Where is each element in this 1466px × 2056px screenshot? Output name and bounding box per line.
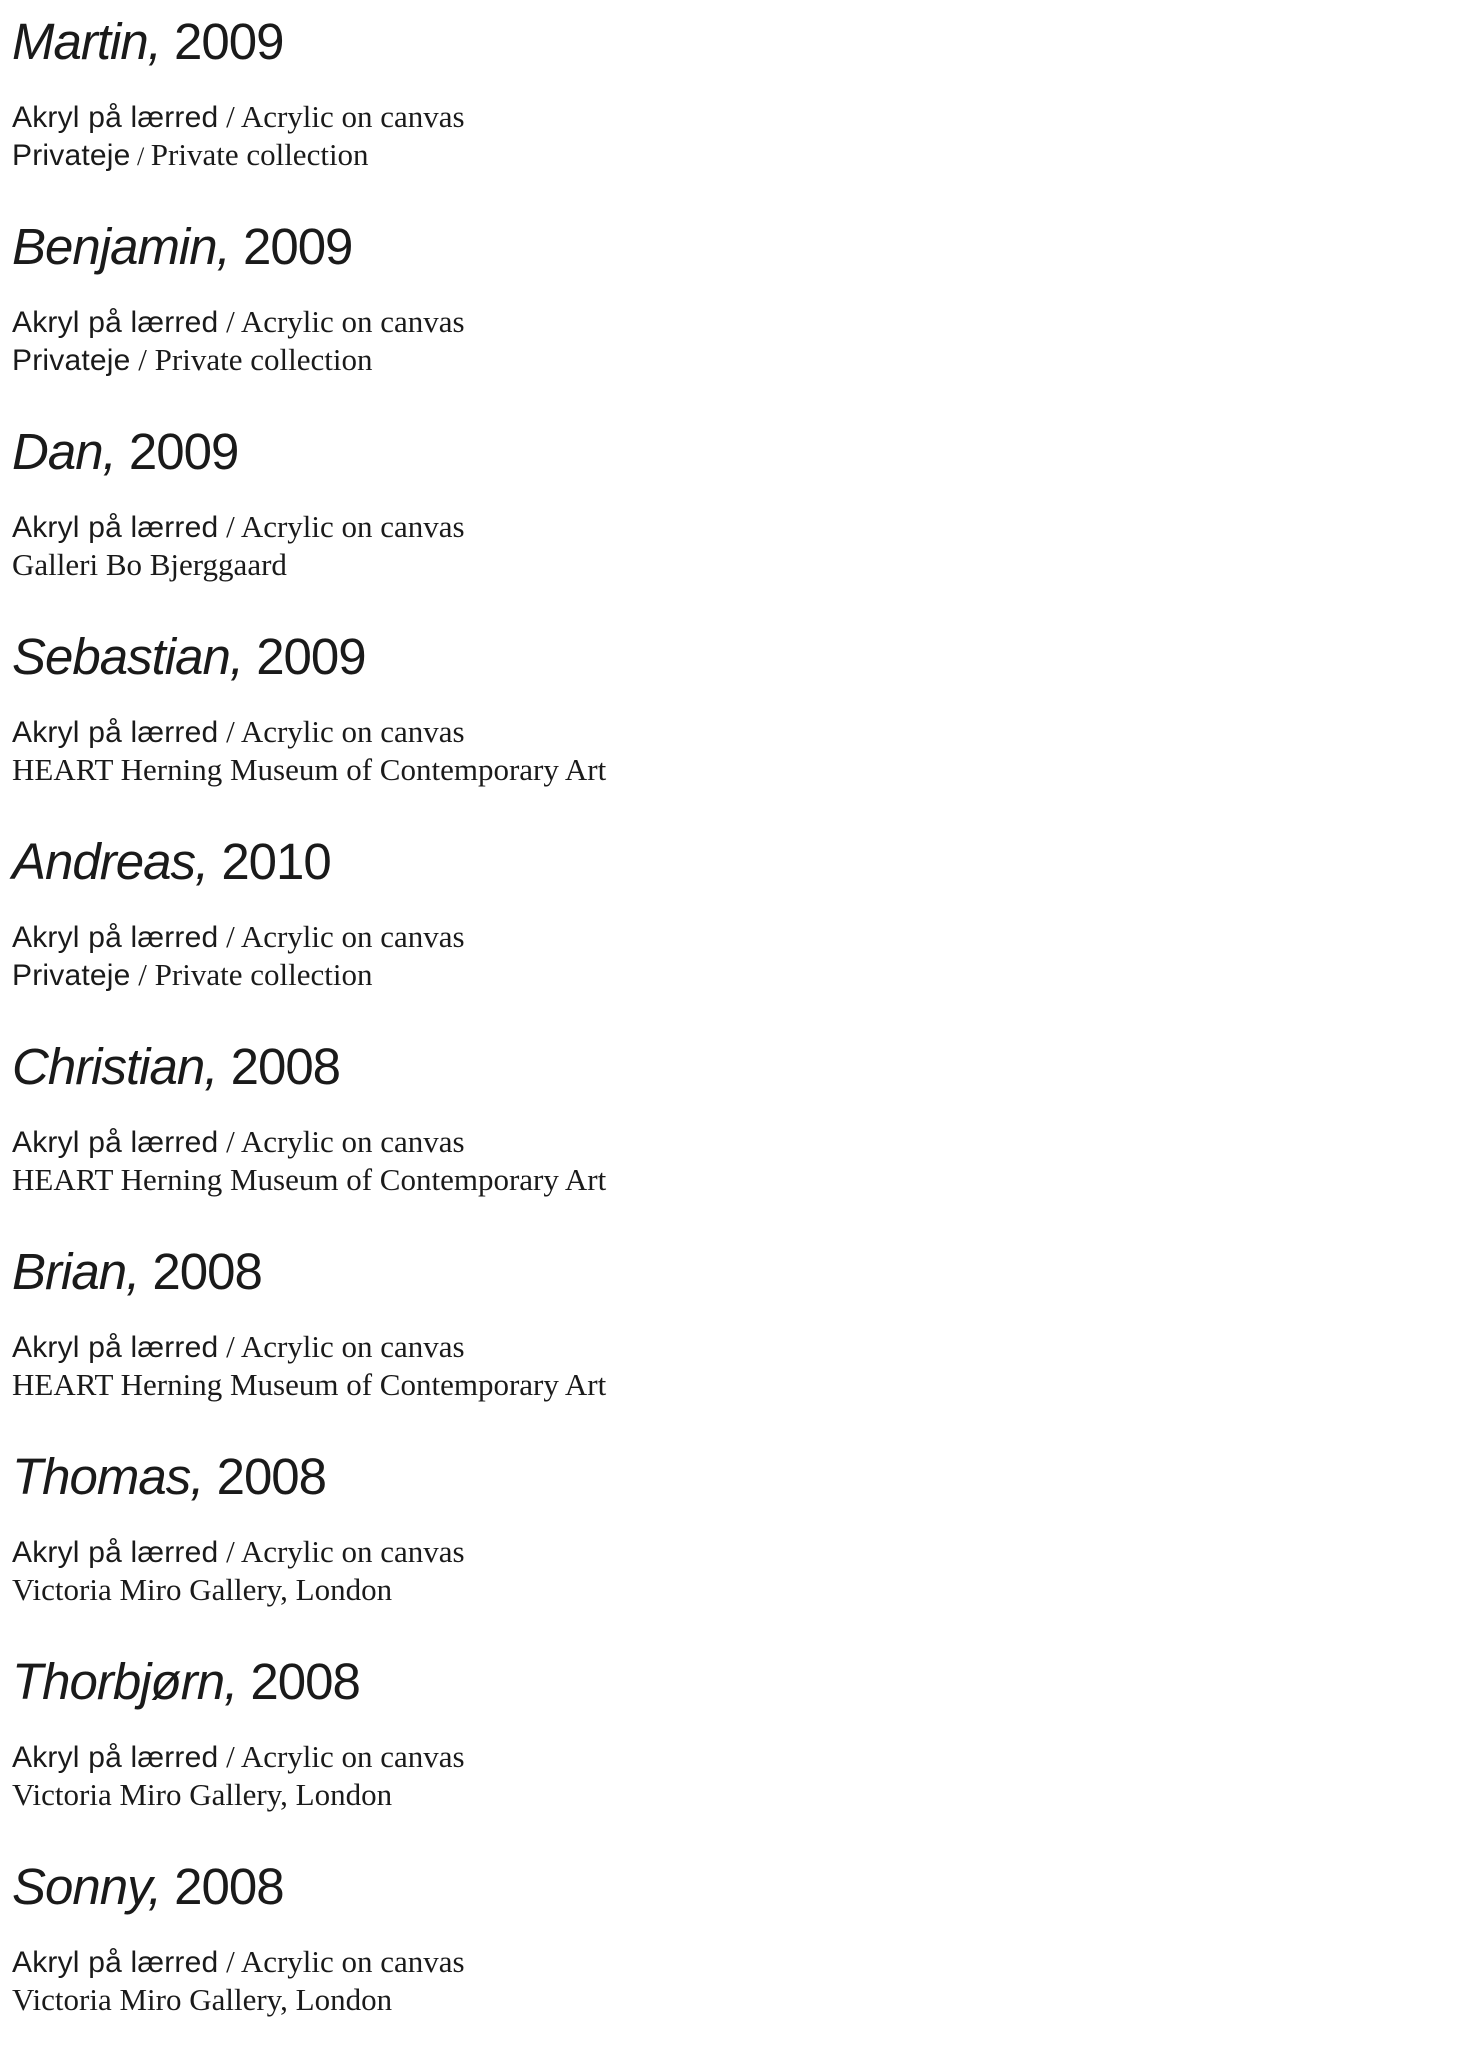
owner-danish: Privateje bbox=[12, 139, 131, 172]
medium-english: Acrylic on canvas bbox=[240, 1739, 465, 1774]
title-comma: , bbox=[224, 1653, 251, 1710]
artwork-title bbox=[12, 627, 366, 687]
title-comma: , bbox=[229, 628, 257, 685]
medium-danish: Akryl på lærred bbox=[12, 1331, 219, 1364]
medium-separator: / bbox=[218, 304, 241, 339]
artwork-entry bbox=[12, 621, 1412, 826]
medium-english: Acrylic on canvas bbox=[240, 1329, 465, 1364]
medium-english: Acrylic on canvas bbox=[240, 99, 465, 134]
title-comma: , bbox=[147, 13, 175, 70]
artwork-entry bbox=[12, 1236, 1412, 1441]
artwork-year: 2009 bbox=[128, 423, 239, 480]
medium-separator: / bbox=[218, 1124, 241, 1159]
artwork-medium bbox=[12, 508, 465, 547]
artwork-medium bbox=[12, 1533, 465, 1572]
artwork-title bbox=[12, 1652, 360, 1712]
medium-separator: / bbox=[218, 1739, 241, 1774]
owner-english: Private collection bbox=[150, 137, 369, 172]
owner-english: Private collection bbox=[154, 957, 373, 992]
medium-separator: / bbox=[218, 509, 241, 544]
owner-separator: / bbox=[130, 342, 155, 377]
artwork-name: Thomas bbox=[12, 1448, 191, 1505]
medium-danish: Akryl på lærred bbox=[12, 511, 219, 544]
artwork-year: 2008 bbox=[152, 1243, 262, 1300]
owner-english: HEART Herning Museum of Contemporary Art bbox=[12, 752, 607, 787]
artwork-name: Dan bbox=[12, 423, 103, 480]
medium-english: Acrylic on canvas bbox=[240, 714, 465, 749]
owner-separator: / bbox=[130, 142, 151, 171]
owner-english: Galleri Bo Bjerggaard bbox=[12, 547, 287, 582]
artwork-year: 2009 bbox=[256, 628, 366, 685]
artwork-owner bbox=[12, 1161, 606, 1200]
artwork-name: Andreas bbox=[12, 833, 195, 890]
medium-separator: / bbox=[218, 919, 241, 954]
artwork-entry bbox=[12, 6, 1412, 211]
medium-separator: / bbox=[218, 1944, 241, 1979]
owner-danish: Privateje bbox=[12, 959, 131, 992]
medium-english: Acrylic on canvas bbox=[240, 919, 465, 954]
artwork-name: Thorbjørn bbox=[12, 1653, 225, 1710]
artwork-medium bbox=[12, 1328, 465, 1367]
artwork-name: Christian bbox=[12, 1038, 205, 1095]
title-comma: , bbox=[190, 1448, 217, 1505]
artwork-year: 2010 bbox=[221, 833, 331, 890]
owner-english: Victoria Miro Gallery, London bbox=[12, 1777, 393, 1812]
artwork-medium bbox=[12, 1943, 465, 1982]
artwork-year: 2009 bbox=[242, 218, 353, 275]
artwork-title bbox=[12, 217, 352, 277]
medium-separator: / bbox=[218, 99, 241, 134]
artwork-title bbox=[12, 422, 238, 482]
owner-english: Victoria Miro Gallery, London bbox=[12, 1982, 393, 2017]
artwork-title bbox=[12, 1447, 326, 1507]
artwork-title bbox=[12, 1037, 340, 1097]
medium-danish: Akryl på lærred bbox=[12, 1126, 219, 1159]
artwork-owner bbox=[12, 546, 287, 585]
artwork-title bbox=[12, 1242, 262, 1302]
artwork-title bbox=[12, 832, 331, 892]
artwork-owner bbox=[12, 751, 606, 790]
owner-english: HEART Herning Museum of Contemporary Art bbox=[12, 1367, 607, 1402]
title-comma: , bbox=[216, 218, 243, 275]
artwork-title bbox=[12, 12, 284, 72]
title-comma: , bbox=[126, 1243, 153, 1300]
artwork-owner bbox=[12, 1981, 392, 2020]
title-comma: , bbox=[147, 1858, 175, 1915]
medium-separator: / bbox=[218, 1329, 241, 1364]
artwork-medium bbox=[12, 1738, 465, 1777]
artwork-year: 2008 bbox=[250, 1653, 360, 1710]
title-comma: , bbox=[194, 833, 222, 890]
artwork-name: Brian bbox=[12, 1243, 127, 1300]
artwork-year: 2008 bbox=[174, 1858, 284, 1915]
artwork-name: Martin bbox=[12, 13, 148, 70]
artwork-entry bbox=[12, 1851, 1412, 2056]
medium-separator: / bbox=[218, 1534, 241, 1569]
medium-danish: Akryl på lærred bbox=[12, 921, 219, 954]
medium-danish: Akryl på lærred bbox=[12, 101, 219, 134]
medium-danish: Akryl på lærred bbox=[12, 716, 219, 749]
artwork-owner bbox=[12, 1571, 392, 1610]
artwork-owner bbox=[12, 136, 369, 176]
artwork-entry bbox=[12, 826, 1412, 1031]
artwork-name: Sonny bbox=[12, 1858, 148, 1915]
medium-danish: Akryl på lærred bbox=[12, 1741, 219, 1774]
artwork-list bbox=[12, 6, 1412, 2056]
owner-english: HEART Herning Museum of Contemporary Art bbox=[12, 1162, 607, 1197]
artwork-owner bbox=[12, 956, 372, 995]
artwork-year: 2009 bbox=[174, 13, 284, 70]
artwork-owner bbox=[12, 341, 372, 380]
title-comma: , bbox=[102, 423, 129, 480]
owner-danish: Privateje bbox=[12, 344, 131, 377]
medium-english: Acrylic on canvas bbox=[240, 1534, 465, 1569]
medium-danish: Akryl på lærred bbox=[12, 1946, 219, 1979]
artwork-year: 2008 bbox=[230, 1038, 341, 1095]
artwork-medium bbox=[12, 303, 465, 342]
artwork-name: Benjamin bbox=[12, 218, 217, 275]
artwork-name: Sebastian bbox=[12, 628, 230, 685]
medium-danish: Akryl på lærred bbox=[12, 306, 219, 339]
medium-english: Acrylic on canvas bbox=[240, 1124, 465, 1159]
artwork-entry bbox=[12, 1441, 1412, 1646]
artwork-medium bbox=[12, 1123, 465, 1162]
artwork-owner bbox=[12, 1776, 392, 1815]
title-comma: , bbox=[204, 1038, 231, 1095]
owner-english: Victoria Miro Gallery, London bbox=[12, 1572, 393, 1607]
owner-separator: / bbox=[130, 957, 155, 992]
artwork-medium bbox=[12, 98, 465, 137]
medium-separator: / bbox=[218, 714, 241, 749]
artwork-entry bbox=[12, 1646, 1412, 1851]
artwork-entry bbox=[12, 1031, 1412, 1236]
artwork-title bbox=[12, 1857, 284, 1917]
artwork-year: 2008 bbox=[216, 1448, 327, 1505]
medium-english: Acrylic on canvas bbox=[240, 509, 465, 544]
medium-danish: Akryl på lærred bbox=[12, 1536, 219, 1569]
owner-english: Private collection bbox=[154, 342, 373, 377]
artwork-entry bbox=[12, 211, 1412, 416]
artwork-entry bbox=[12, 416, 1412, 621]
medium-english: Acrylic on canvas bbox=[240, 304, 465, 339]
artwork-owner bbox=[12, 1366, 606, 1405]
artwork-medium bbox=[12, 918, 465, 957]
artwork-medium bbox=[12, 713, 465, 752]
medium-english: Acrylic on canvas bbox=[240, 1944, 465, 1979]
